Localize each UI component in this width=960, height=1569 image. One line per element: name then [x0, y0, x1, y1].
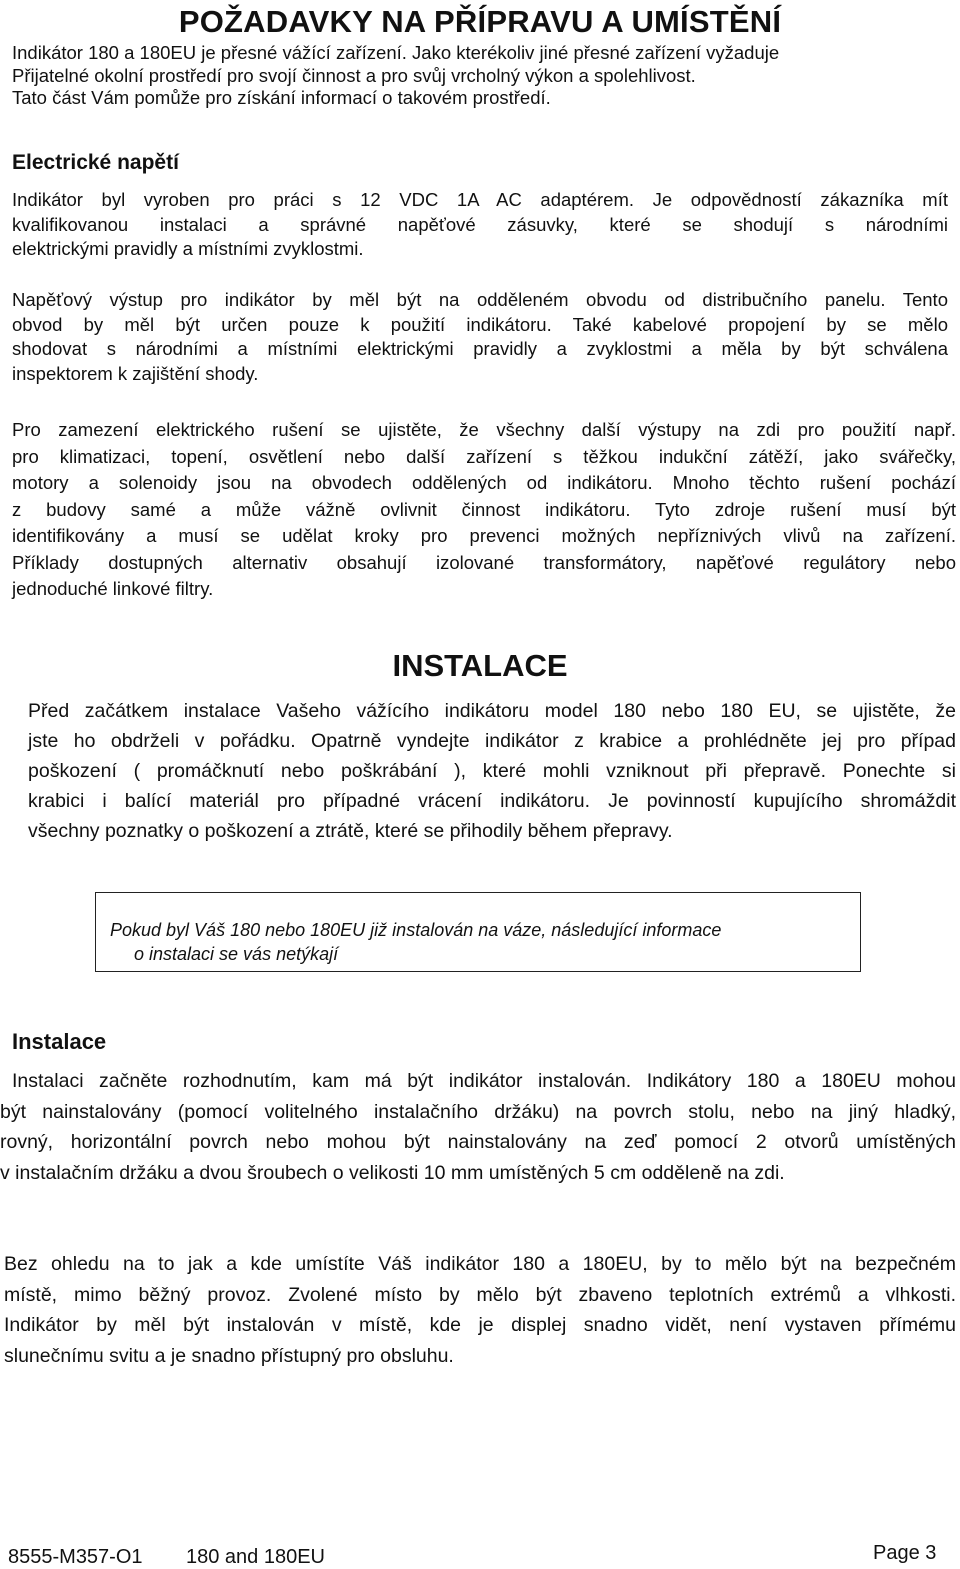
- text-line: shodovat s národními a místními elektrickými pravidly a zvyklostmi a měla by být schválena: [12, 338, 948, 359]
- electric-heading: Electrické napětí: [12, 151, 179, 174]
- instalace-heading: Instalace: [12, 1029, 107, 1054]
- text-line: Indikátor 180 a 180EU je přesné vážící zařízení. Jako kterékoliv jiné přesné zařízení vyžaduje: [12, 42, 780, 63]
- footer-doc-id: 8555-M357-O1: [8, 1546, 143, 1568]
- text-line: elektrickými pravidly a místními zvyklostmi.: [12, 238, 364, 259]
- text-line: v instalačním držáku a dvou šroubech o velikosti 10 mm umístěných 5 cm odděleně na zdi.: [0, 1161, 785, 1184]
- text-line: všechny poznatky o poškození a ztrátě, které se přihodily během přepravy.: [28, 820, 673, 842]
- text-line: obvod by měl být určen pouze k použití indikátoru. Také kabelové propojení by se mělo: [12, 313, 948, 335]
- text-line: Indikátor by měl být instalován v místě, kde je displej snadno vidět, není vystaven přímému: [4, 1314, 956, 1336]
- installation-heading: INSTALACE: [392, 648, 568, 683]
- electric-paragraph-1: [12, 188, 948, 262]
- text-line: krabici i balící materiál pro případné vrácení indikátoru. Je povinností kupujícího shromáždit: [28, 790, 956, 812]
- text-line: Před začátkem instalace Vašeho vážícího indikátoru model 180 nebo 180 EU, se ujistěte, že: [28, 700, 956, 722]
- installation-note: [110, 918, 721, 966]
- installation-paragraph: [28, 696, 956, 846]
- text-line: kvalifikovanou instalaci a správné napěťové zásuvky, které se shodují s národními: [12, 213, 948, 235]
- text-line: Příklady dostupných alternativ obsahují izolované transformátory, napěťové regulátory nebo: [12, 551, 956, 573]
- text-line: Tato část Vám pomůže pro získání informací o takovém prostředí.: [12, 87, 551, 108]
- text-line: Přijatelné okolní prostředí pro svojí činnost a pro svůj vrcholný výkon a spolehlivost.: [12, 64, 696, 86]
- electric-paragraph-2: [12, 288, 948, 386]
- text-line: motory a solenoidy jsou na obvodech oddělených od indikátoru. Mnoho těchto rušení pochází: [12, 472, 956, 493]
- text-line: Napěťový výstup pro indikátor by měl být na odděleném obvodu od distribučního panelu. Tento: [12, 289, 948, 310]
- text-line: být nainstalovány (pomocí volitelného instalačního držáku) na povrch stolu, nebo na jiný hladký,: [0, 1100, 956, 1123]
- text-line: Indikátor byl vyroben pro práci s 12 VDC 1A AC adaptérem. Je odpovědností zákazníka mít: [12, 189, 948, 210]
- instalace-paragraph-1: [0, 1066, 956, 1188]
- text-line: místě, mimo běžný provoz. Zvolené místo by mělo být zbaveno teplotních extrémů a vlhkosti.: [4, 1283, 956, 1306]
- note-line: Pokud byl Váš 180 nebo 180EU již instalován na váze, následující informace: [110, 920, 722, 940]
- text-line: identifikovány a musí se udělat kroky pro prevenci možných nepříznivých vlivů na zařízení.: [12, 525, 956, 546]
- note-line: o instalaci se vás netýkají: [134, 944, 339, 964]
- text-line: slunečnímu svitu a je snadno přístupný pro obsluhu.: [4, 1344, 454, 1367]
- text-line: z budovy samé a může vážně ovlivnit činnost indikátoru. Tyto zdroje rušení musí být: [12, 498, 956, 520]
- text-line: Bez ohledu na to jak a kde umístíte Váš indikátor 180 a 180EU, by to mělo být na bezpečném: [4, 1253, 956, 1275]
- text-line: Instalaci začněte rozhodnutím, kam má být indikátor instalován. Indikátory 180 a 180EU mohou: [12, 1070, 956, 1092]
- text-line: jste ho obdrželi v pořádku. Opatrně vyndejte indikátor z krabice a prohlédněte jej pro případ: [28, 730, 956, 752]
- page-title: POŽADAVKY NA PŘÍPRAVU A UMÍSTĚNÍ: [178, 4, 782, 39]
- intro-paragraph: [12, 42, 948, 110]
- footer-model: 180 and 180EU: [186, 1546, 326, 1568]
- footer-page-number: Page 3: [873, 1542, 937, 1564]
- text-line: jednoduché linkové filtry.: [12, 578, 214, 599]
- instalace-paragraph-2: [4, 1249, 956, 1371]
- text-line: pro klimatizaci, topení, osvětlení nebo další zařízení s těžkou indukční zátěží, jako svářečky,: [12, 445, 956, 467]
- electric-paragraph-3: [12, 417, 956, 603]
- text-line: Pro zamezení elektrického rušení se ujistěte, že všechny další výstupy na zdi pro použití např.: [12, 419, 956, 440]
- text-line: poškození ( promáčknutí nebo poškrábání ), které mohli vzniknout při přepravě. Ponechte si: [28, 760, 956, 782]
- text-line: rovný, horizontální povrch nebo mohou být nainstalovány na zeď pomocí 2 otvorů umístěných: [0, 1131, 956, 1153]
- text-line: inspektorem k zajištění shody.: [12, 362, 259, 384]
